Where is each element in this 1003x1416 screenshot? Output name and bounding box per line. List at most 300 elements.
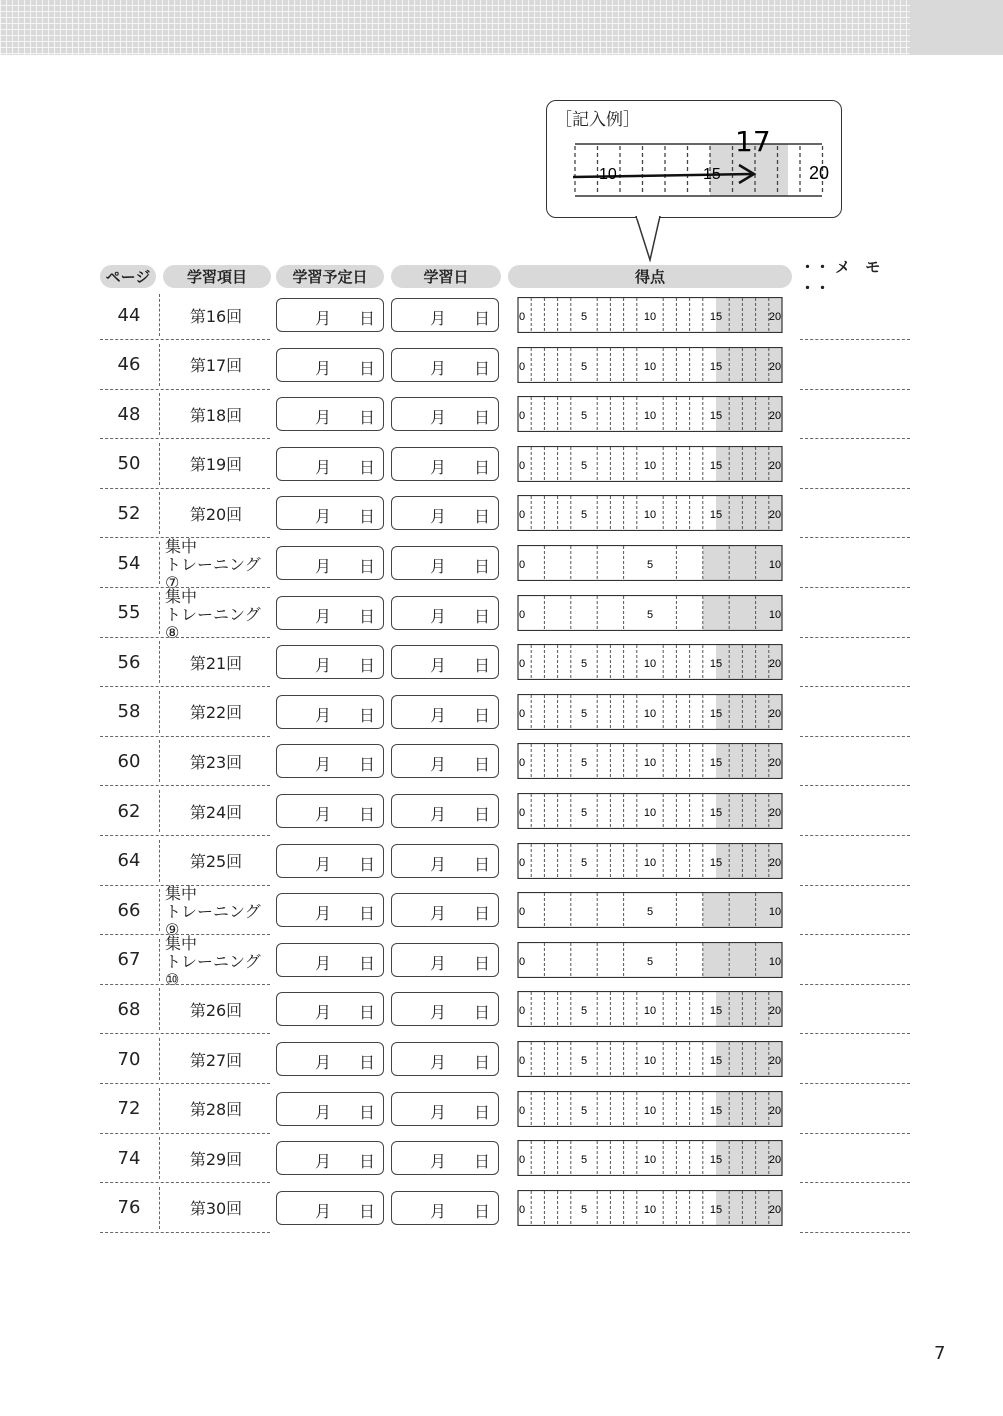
row-item-label: 第30回 [189, 1199, 243, 1219]
study-date-box[interactable] [391, 1042, 499, 1076]
day-label: 日 [359, 408, 376, 428]
month-label: 月 [315, 805, 332, 824]
example-tick-10: 10 [599, 166, 617, 183]
study-date-box[interactable] [391, 695, 499, 729]
score-tick-label: 0 [519, 608, 526, 621]
score-bar[interactable] [515, 843, 783, 879]
table-row [0, 1034, 1003, 1084]
score-tick-label: 5 [580, 807, 588, 819]
score-bar[interactable] [515, 396, 783, 432]
score-scale [515, 843, 783, 879]
score-tick-label: 15 [709, 410, 723, 423]
day-label: 日 [474, 705, 491, 725]
score-tick-label: 15 [709, 1104, 723, 1117]
column-separator [159, 939, 160, 981]
row-page: 50 [117, 453, 141, 475]
month-label: 月 [315, 656, 332, 676]
score-tick-label: 0 [519, 757, 526, 770]
month-label: 月 [315, 1003, 332, 1023]
row-item [162, 786, 270, 836]
planned-date-box[interactable] [276, 1092, 384, 1126]
row-item [162, 984, 270, 1034]
month-label: 月 [315, 408, 332, 428]
month-label: 月 [315, 1102, 332, 1122]
month-label: 月 [430, 408, 447, 428]
day-label: 日 [474, 854, 491, 874]
memo-line[interactable] [800, 1232, 910, 1233]
day-label: 日 [474, 1201, 491, 1221]
day-label: 日 [359, 1003, 376, 1023]
planned-date-box[interactable] [276, 496, 384, 530]
column-separator [159, 542, 160, 584]
day-label: 日 [474, 904, 491, 924]
table-row [0, 340, 1003, 390]
score-tick-label: 10 [643, 360, 657, 373]
study-date-box[interactable] [391, 447, 499, 481]
day-label: 日 [474, 309, 491, 328]
score-tick-label: 10 [768, 906, 782, 919]
score-tick-label: 5 [646, 906, 654, 919]
month-label: 月 [430, 1201, 447, 1221]
score-tick-label: 0 [519, 856, 526, 869]
planned-date-box[interactable] [276, 1191, 384, 1225]
column-separator [159, 1187, 160, 1229]
study-date-box[interactable] [391, 1141, 499, 1175]
planned-date-box[interactable] [276, 546, 384, 580]
score-bar[interactable] [515, 297, 783, 333]
score-tick-label: 5 [580, 459, 588, 472]
table-row [0, 884, 1003, 940]
score-tick-label: 15 [709, 1154, 723, 1167]
score-tick-label: 15 [709, 360, 723, 373]
row-item [162, 488, 270, 538]
month-label: 月 [315, 507, 332, 527]
row-item [162, 836, 270, 886]
row-item-label: 第29回 [189, 1149, 243, 1169]
score-tick-label: 20 [768, 707, 782, 720]
column-separator [159, 1038, 160, 1080]
row-item-label: 第17回 [189, 356, 243, 376]
score-bar[interactable] [515, 694, 783, 730]
score-tick-label: 5 [580, 856, 588, 869]
planned-date-box[interactable] [276, 348, 384, 382]
score-bar[interactable] [515, 644, 783, 680]
month-label: 月 [430, 309, 447, 328]
score-bar[interactable] [515, 545, 783, 581]
row-page: 74 [117, 1147, 141, 1169]
month-label: 月 [315, 904, 332, 924]
column-separator [159, 889, 160, 931]
planned-date-box[interactable] [276, 645, 384, 679]
row-item-label-2: トレーニング⑧ [165, 604, 261, 642]
day-label: 日 [474, 358, 491, 378]
score-scale [515, 297, 783, 333]
day-label: 日 [474, 1102, 491, 1122]
day-label: 日 [359, 557, 376, 576]
score-tick-label: 20 [768, 360, 782, 373]
column-separator [159, 1137, 160, 1179]
example-scale [547, 101, 843, 219]
table-row [0, 537, 1003, 592]
row-item-label: 第26回 [189, 1000, 243, 1020]
study-date-box[interactable] [391, 844, 499, 878]
score-tick-label: 5 [580, 1055, 588, 1067]
row-item [162, 1034, 270, 1084]
study-date-box[interactable] [391, 1092, 499, 1126]
month-label: 月 [315, 557, 332, 576]
row-item-label: 第27回 [189, 1050, 243, 1070]
row-item-label-2: トレーニング⑩ [165, 951, 261, 989]
header-page: ページ [100, 265, 156, 288]
score-tick-label: 5 [580, 757, 588, 770]
study-date-box[interactable] [391, 744, 499, 778]
day-label: 日 [359, 1201, 376, 1221]
row-page: 60 [117, 750, 141, 772]
study-date-box[interactable] [391, 992, 499, 1026]
score-tick-label: 5 [580, 410, 588, 423]
table-row [0, 1183, 1003, 1233]
day-label: 日 [359, 1152, 376, 1172]
score-scale [515, 1190, 783, 1226]
row-item [162, 1183, 270, 1233]
score-scale [515, 595, 783, 631]
month-label: 月 [315, 854, 332, 874]
day-label: 日 [474, 1053, 491, 1072]
score-scale [515, 446, 783, 482]
table-row [0, 836, 1003, 886]
score-bar[interactable] [515, 942, 783, 978]
study-date-box[interactable] [391, 496, 499, 530]
planned-date-box[interactable] [276, 695, 384, 729]
month-label: 月 [315, 309, 332, 328]
planned-date-box[interactable] [276, 447, 384, 481]
month-label: 月 [430, 557, 447, 576]
score-tick-label: 5 [580, 658, 588, 671]
row-page: 76 [117, 1197, 141, 1219]
planned-date-box[interactable] [276, 1042, 384, 1076]
day-label: 日 [474, 1152, 491, 1172]
row-page: 44 [117, 304, 141, 326]
score-tick-label: 5 [646, 608, 654, 621]
study-date-box[interactable] [391, 943, 499, 977]
table-row [0, 586, 1003, 642]
score-tick-label: 10 [643, 311, 657, 323]
score-tick-label: 15 [709, 509, 723, 522]
row-item-label-2: トレーニング⑦ [165, 555, 261, 592]
column-separator [159, 294, 160, 336]
score-scale [515, 991, 783, 1027]
column-separator [159, 790, 160, 832]
row-item-label: 第20回 [189, 504, 243, 524]
score-tick-label: 5 [646, 559, 654, 571]
planned-date-box[interactable] [276, 943, 384, 977]
score-tick-label: 20 [768, 1005, 782, 1018]
score-bar[interactable] [515, 991, 783, 1027]
column-separator [159, 492, 160, 534]
row-page: 46 [117, 354, 141, 376]
score-bar[interactable] [515, 347, 783, 383]
score-tick-label: 10 [643, 658, 657, 671]
study-date-box[interactable] [391, 596, 499, 630]
row-item-label: 第22回 [189, 703, 243, 723]
score-tick-label: 20 [768, 1104, 782, 1117]
score-bar[interactable] [515, 1140, 783, 1176]
row-page: 56 [117, 651, 141, 673]
planned-date-box[interactable] [276, 844, 384, 878]
score-tick-label: 10 [643, 459, 657, 472]
day-label: 日 [359, 656, 376, 676]
score-tick-label: 20 [768, 459, 782, 472]
header-pattern-band [0, 0, 910, 55]
planned-date-box[interactable] [276, 744, 384, 778]
score-scale [515, 942, 783, 978]
score-tick-label: 20 [768, 1203, 782, 1216]
score-tick-label: 10 [643, 807, 657, 819]
planned-date-box[interactable] [276, 794, 384, 828]
study-date-box[interactable] [391, 645, 499, 679]
score-tick-label: 0 [519, 1203, 526, 1216]
score-tick-label: 20 [768, 509, 782, 522]
row-item-label: 第19回 [189, 455, 243, 475]
score-bar[interactable] [515, 1190, 783, 1226]
row-item [162, 1084, 270, 1134]
row-item [162, 884, 270, 940]
score-tick-label: 20 [768, 856, 782, 869]
planned-date-box[interactable] [276, 893, 384, 927]
score-tick-label: 0 [519, 1005, 526, 1018]
score-tick-label: 15 [709, 707, 723, 720]
day-label: 日 [474, 656, 491, 676]
study-date-box[interactable] [391, 546, 499, 580]
study-date-box[interactable] [391, 298, 499, 332]
row-item-label: 集中 [165, 884, 198, 904]
example-tick-20: 20 [809, 163, 830, 183]
score-tick-label: 10 [768, 955, 782, 968]
planned-date-box[interactable] [276, 298, 384, 332]
month-label: 月 [430, 953, 447, 973]
month-label: 月 [430, 656, 447, 676]
table-row [0, 488, 1003, 538]
day-label: 日 [359, 606, 376, 626]
score-scale [515, 1091, 783, 1127]
row-item [162, 290, 270, 340]
score-tick-label: 0 [519, 311, 526, 323]
table-row [0, 984, 1003, 1034]
month-label: 月 [430, 904, 447, 924]
month-label: 月 [315, 705, 332, 725]
row-item [162, 537, 270, 592]
day-label: 日 [359, 953, 376, 973]
score-scale [515, 1041, 783, 1077]
day-label: 日 [359, 755, 376, 775]
score-tick-label: 5 [580, 707, 588, 720]
row-page: 67 [117, 949, 141, 971]
score-tick-label: 0 [519, 360, 526, 373]
row-page: 62 [117, 800, 141, 822]
row-item-label: 第28回 [189, 1100, 243, 1120]
day-label: 日 [474, 507, 491, 527]
row-item-label: 第25回 [189, 852, 243, 872]
score-bar[interactable] [515, 595, 783, 631]
day-label: 日 [474, 457, 491, 477]
score-tick-label: 10 [643, 1154, 657, 1167]
month-label: 月 [430, 705, 447, 725]
column-separator [159, 592, 160, 634]
score-tick-label: 0 [519, 1154, 526, 1167]
row-item [162, 933, 270, 989]
month-label: 月 [430, 755, 447, 775]
score-tick-label: 0 [519, 906, 526, 919]
day-label: 日 [359, 1053, 376, 1072]
row-page: 48 [117, 403, 141, 425]
score-scale [515, 892, 783, 928]
score-bar[interactable] [515, 892, 783, 928]
score-tick-label: 20 [768, 658, 782, 671]
page-number: 7 [934, 1343, 946, 1364]
score-tick-label: 0 [519, 955, 526, 968]
month-label: 月 [315, 457, 332, 477]
study-date-box[interactable] [391, 348, 499, 382]
study-date-box[interactable] [391, 893, 499, 927]
month-label: 月 [315, 1152, 332, 1172]
score-tick-label: 10 [643, 1203, 657, 1216]
score-tick-label: 15 [709, 1005, 723, 1018]
example-written-score: 17 [735, 125, 771, 158]
day-label: 日 [359, 854, 376, 874]
planned-date-box[interactable] [276, 992, 384, 1026]
column-separator [159, 740, 160, 782]
day-label: 日 [359, 904, 376, 924]
row-page: 52 [117, 502, 141, 524]
score-tick-label: 15 [709, 757, 723, 770]
score-scale [515, 793, 783, 829]
score-tick-label: 10 [643, 757, 657, 770]
month-label: 月 [430, 1003, 447, 1023]
column-separator [159, 641, 160, 683]
row-item-label: 第23回 [189, 752, 243, 772]
day-label: 日 [359, 705, 376, 725]
header-study-date: 学習日 [391, 265, 501, 288]
planned-date-box[interactable] [276, 397, 384, 431]
month-label: 月 [315, 606, 332, 626]
month-label: 月 [430, 457, 447, 477]
study-date-box[interactable] [391, 794, 499, 828]
score-scale [515, 743, 783, 779]
row-item-label: 第16回 [189, 306, 243, 326]
score-bar[interactable] [515, 1041, 783, 1077]
score-tick-label: 10 [768, 559, 782, 571]
table-row [0, 290, 1003, 340]
header-item: 学習項目 [163, 265, 271, 288]
score-scale [515, 545, 783, 581]
month-label: 月 [430, 1053, 447, 1072]
row-item [162, 586, 270, 642]
score-tick-label: 15 [709, 807, 723, 819]
score-tick-label: 0 [519, 707, 526, 720]
month-label: 月 [315, 1201, 332, 1221]
row-page: 54 [117, 552, 141, 574]
row-page: 66 [117, 899, 141, 921]
day-label: 日 [359, 1102, 376, 1122]
day-label: 日 [474, 1003, 491, 1023]
score-tick-label: 15 [709, 1055, 723, 1067]
score-tick-label: 10 [643, 1055, 657, 1067]
score-bar[interactable] [515, 495, 783, 531]
day-label: 日 [359, 309, 376, 328]
table-row [0, 736, 1003, 786]
row-item-label: 集中 [165, 586, 198, 606]
planned-date-box[interactable] [276, 596, 384, 630]
row-item-label: 第21回 [189, 653, 243, 673]
table-row [0, 637, 1003, 687]
score-tick-label: 10 [643, 707, 657, 720]
column-separator [159, 840, 160, 882]
day-label: 日 [474, 408, 491, 428]
column-separator [159, 691, 160, 733]
table-row [0, 389, 1003, 439]
study-date-box[interactable] [391, 1191, 499, 1225]
study-date-box[interactable] [391, 397, 499, 431]
day-label: 日 [474, 557, 491, 576]
row-divider [100, 1232, 270, 1233]
score-tick-label: 10 [643, 509, 657, 522]
month-label: 月 [430, 606, 447, 626]
example-title: ［記入例］ [555, 110, 640, 130]
row-item-label: 第24回 [189, 802, 243, 822]
month-label: 月 [430, 854, 447, 874]
day-label: 日 [474, 606, 491, 626]
score-tick-label: 10 [643, 856, 657, 869]
planned-date-box[interactable] [276, 1141, 384, 1175]
score-tick-label: 20 [768, 410, 782, 423]
score-tick-label: 5 [580, 1154, 588, 1167]
example-callout [546, 100, 842, 218]
score-scale [515, 1140, 783, 1176]
day-label: 日 [474, 805, 491, 824]
column-separator [159, 393, 160, 435]
score-bar[interactable] [515, 793, 783, 829]
score-tick-label: 0 [519, 559, 526, 571]
column-separator [159, 344, 160, 386]
score-tick-label: 5 [580, 1104, 588, 1117]
table-row [0, 786, 1003, 836]
row-item [162, 389, 270, 439]
row-page: 72 [117, 1098, 141, 1120]
score-bar[interactable] [515, 446, 783, 482]
header-memo: ・・ メ モ ・・ [800, 257, 881, 297]
header-band-right [910, 0, 1003, 55]
score-bar[interactable] [515, 743, 783, 779]
score-tick-label: 0 [519, 459, 526, 472]
row-item [162, 687, 270, 737]
day-label: 日 [359, 507, 376, 527]
month-label: 月 [430, 1102, 447, 1122]
score-tick-label: 15 [709, 856, 723, 869]
score-scale [515, 347, 783, 383]
row-item [162, 439, 270, 489]
month-label: 月 [315, 358, 332, 378]
example-callout-tail [630, 216, 670, 262]
row-page: 68 [117, 998, 141, 1020]
row-item-label: 第18回 [189, 405, 243, 425]
score-tick-label: 5 [580, 311, 588, 323]
day-label: 日 [474, 953, 491, 973]
month-label: 月 [315, 953, 332, 973]
score-bar[interactable] [515, 1091, 783, 1127]
table-row [0, 439, 1003, 489]
score-tick-label: 0 [519, 658, 526, 671]
table-row [0, 1133, 1003, 1183]
